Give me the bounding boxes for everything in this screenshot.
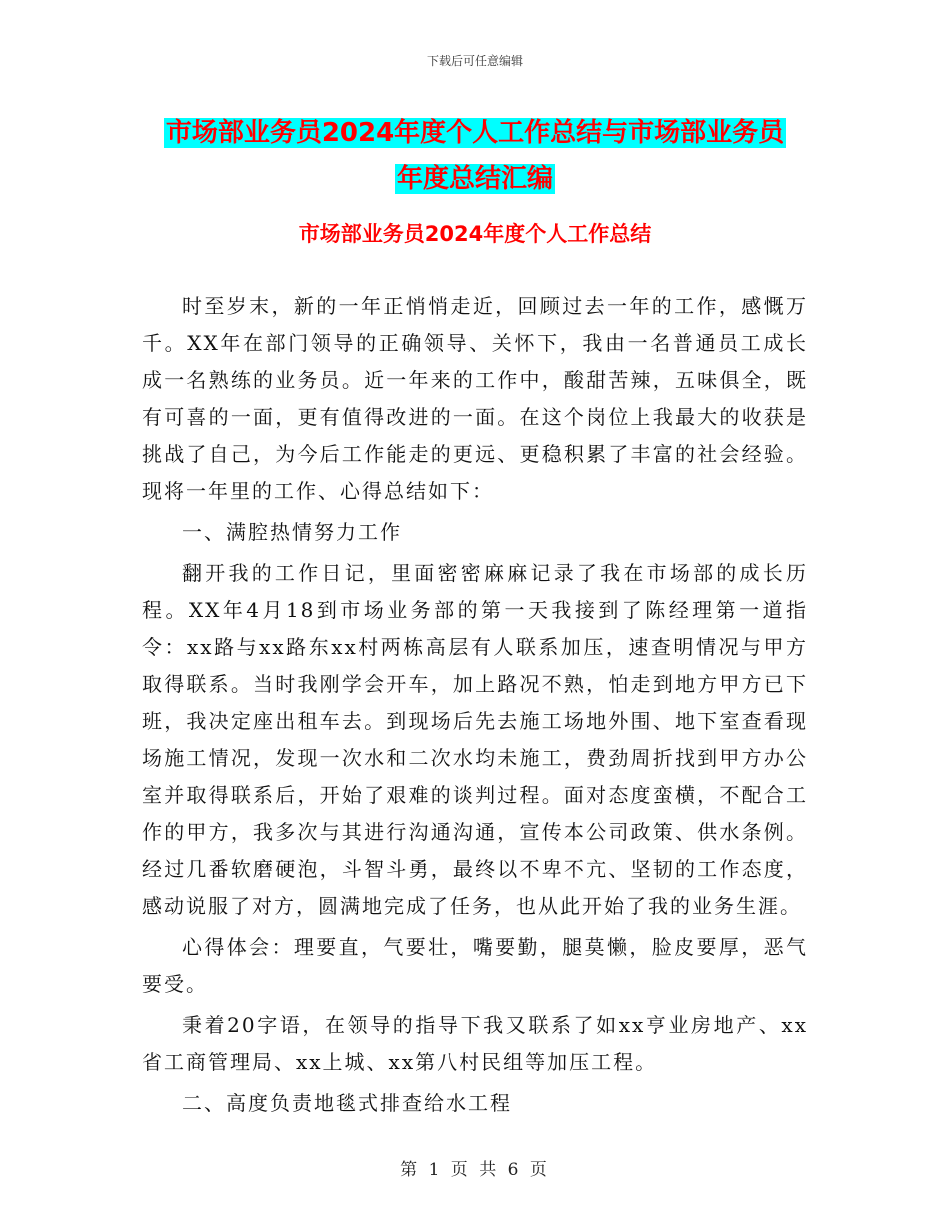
document-title-line-1: 市场部业务员2024年度个人工作总结与市场部业务员 [165, 118, 785, 148]
paragraph-insight: 心得体会：理要直，气要壮，嘴要勤，腿莫懒，脸皮要厚，恶气要受。 [142, 935, 808, 996]
document-title [0, 110, 950, 202]
document-title-line-2: 年度总结汇编 [396, 164, 553, 194]
paragraph-projects: 秉着20字语，在领导的指导下我又联系了如xx亨业房地产、xx省工商管理局、xx上城、xx第八村民组等加压工程。 [142, 1013, 808, 1074]
section-title: 市场部业务员2024年度个人工作总结 [298, 222, 652, 246]
heading-section-1: 一、满腔热情努力工作 [182, 520, 402, 544]
header-note: 下载后可任意编辑 [426, 54, 523, 68]
paragraph-work-diary: 翻开我的工作日记，里面密密麻麻记录了我在市场部的成长历程。XX年4月18到市场业务部的第一天我接到了陈经理第一道指令：xx路与xx路东xx村两栋高层有人联系加压，速查明情况与甲方取得联系。当时我刚学会开车，加上路况不熟，怕走到地方甲方已下班，我决定座出租车去。到现场后先去施工场地外围、地下室查看现场施工情况，发现一次水和二次水均未施工，费劲周折找到甲方办公室并取得联系后，开始了艰难的谈判过程。面对态度蛮横，不配合工作的甲方，我多次与其进行沟通沟通，宣传本公司政策、供水条例。经过几番软磨硬泡，斗智斗勇，最终以不卑不亢、坚韧的工作态度，感动说服了对方，圆满地完成了任务，也从此开始了我的业务生涯。 [142, 561, 808, 918]
paragraph-intro: 时至岁末，新的一年正悄悄走近，回顾过去一年的工作，感慨万千。XX年在部门领导的正确领导、关怀下，我由一名普通员工成长成一名熟练的业务员。近一年来的工作中，酸甜苦辣，五味俱全，既有可喜的一面，更有值得改进的一面。在这个岗位上我最大的收获是挑战了自己，为今后工作能走的更远、更稳积累了丰富的社会经验。现将一年里的工作、心得总结如下： [142, 294, 808, 503]
page-number: 第 1 页 共 6 页 [400, 1160, 550, 1180]
document-body [142, 288, 808, 1126]
heading-section-2: 二、高度负责地毯式排查给水工程 [182, 1091, 512, 1115]
